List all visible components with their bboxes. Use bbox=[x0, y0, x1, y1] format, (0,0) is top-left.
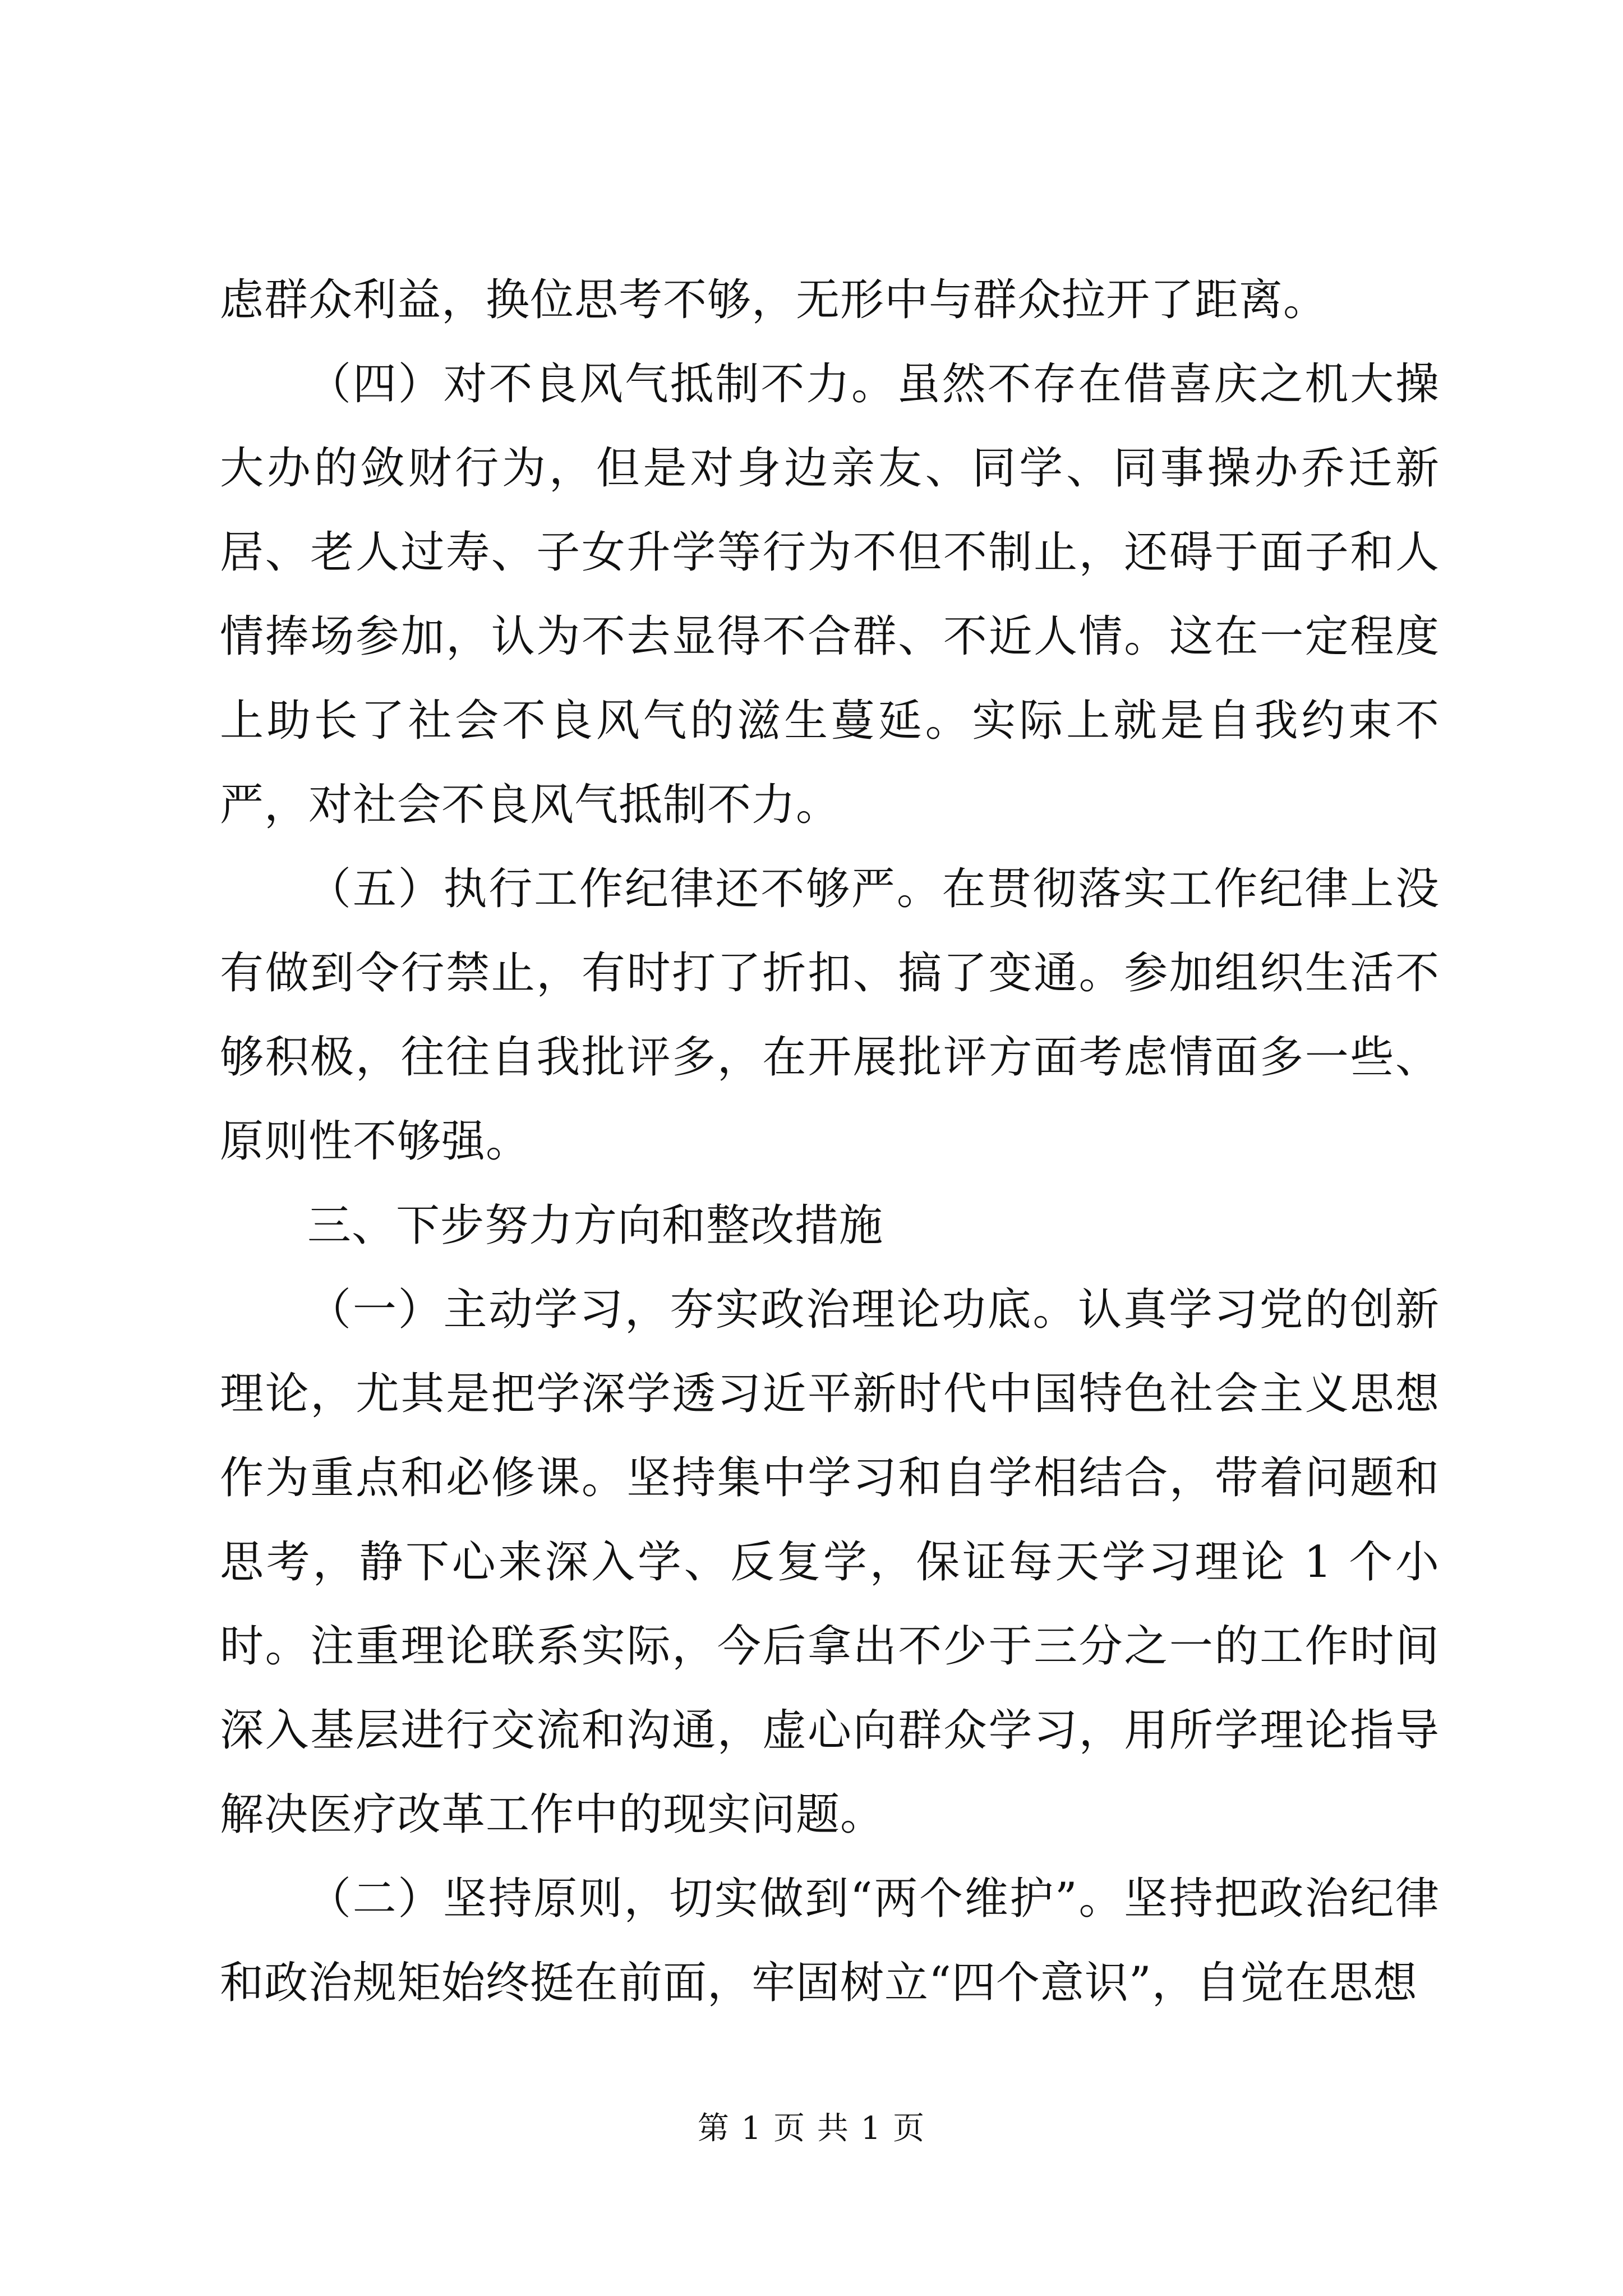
paragraph-measure-one: （一）主动学习，夯实政治理论功底。认真学习党的创新理论，尤其是把学深学透习近平新时代中国特色社会主义思想作为重点和必修课。坚持集中学习和自学相结合，带着问题和思考，静下心来深入学、反复学，保证每天学习理论 1 个小时。注重理论联系实际，今后拿出不少于三分之一的工作时间深入基层进行交流和沟通，虚心向群众学习，用所学理论指导解决医疗改革工作中的现实问题。 bbox=[220, 1285, 1440, 1840]
section-heading: 三、下步努力方向和整改措施 bbox=[307, 1200, 884, 1251]
paragraph-item-five: （五）执行工作纪律还不够严。在贯彻落实工作纪律上没有做到令行禁止，有时打了折扣、搞了变通。参加组织生活不够积极，往往自我批评多，在开展批评方面考虑情面多一些、原则性不够强。 bbox=[220, 864, 1440, 1167]
page-footer: 第 1 页 共 1 页 bbox=[697, 2110, 926, 2147]
document-body bbox=[220, 258, 1440, 2025]
paragraph-continuation: 虑群众利益，换位思考不够，无形中与群众拉开了距离。 bbox=[220, 275, 1328, 325]
paragraph-item-four: （四）对不良风气抵制不力。虽然不存在借喜庆之机大操大办的敛财行为，但是对身边亲友、同学、同事操办乔迁新居、老人过寿、子女升学等行为不但不制止，还碍于面子和人情捧场参加，认为不去显得不合群、不近人情。这在一定程度上助长了社会不良风气的滋生蔓延。实际上就是自我约束不严，对社会不良风气抵制不力。 bbox=[220, 359, 1440, 830]
paragraph-measure-two: （二）坚持原则，切实做到“两个维护”。坚持把政治纪律和政治规矩始终挺在前面，牢固树立“四个意识”，自觉在思想 bbox=[220, 1874, 1440, 2008]
